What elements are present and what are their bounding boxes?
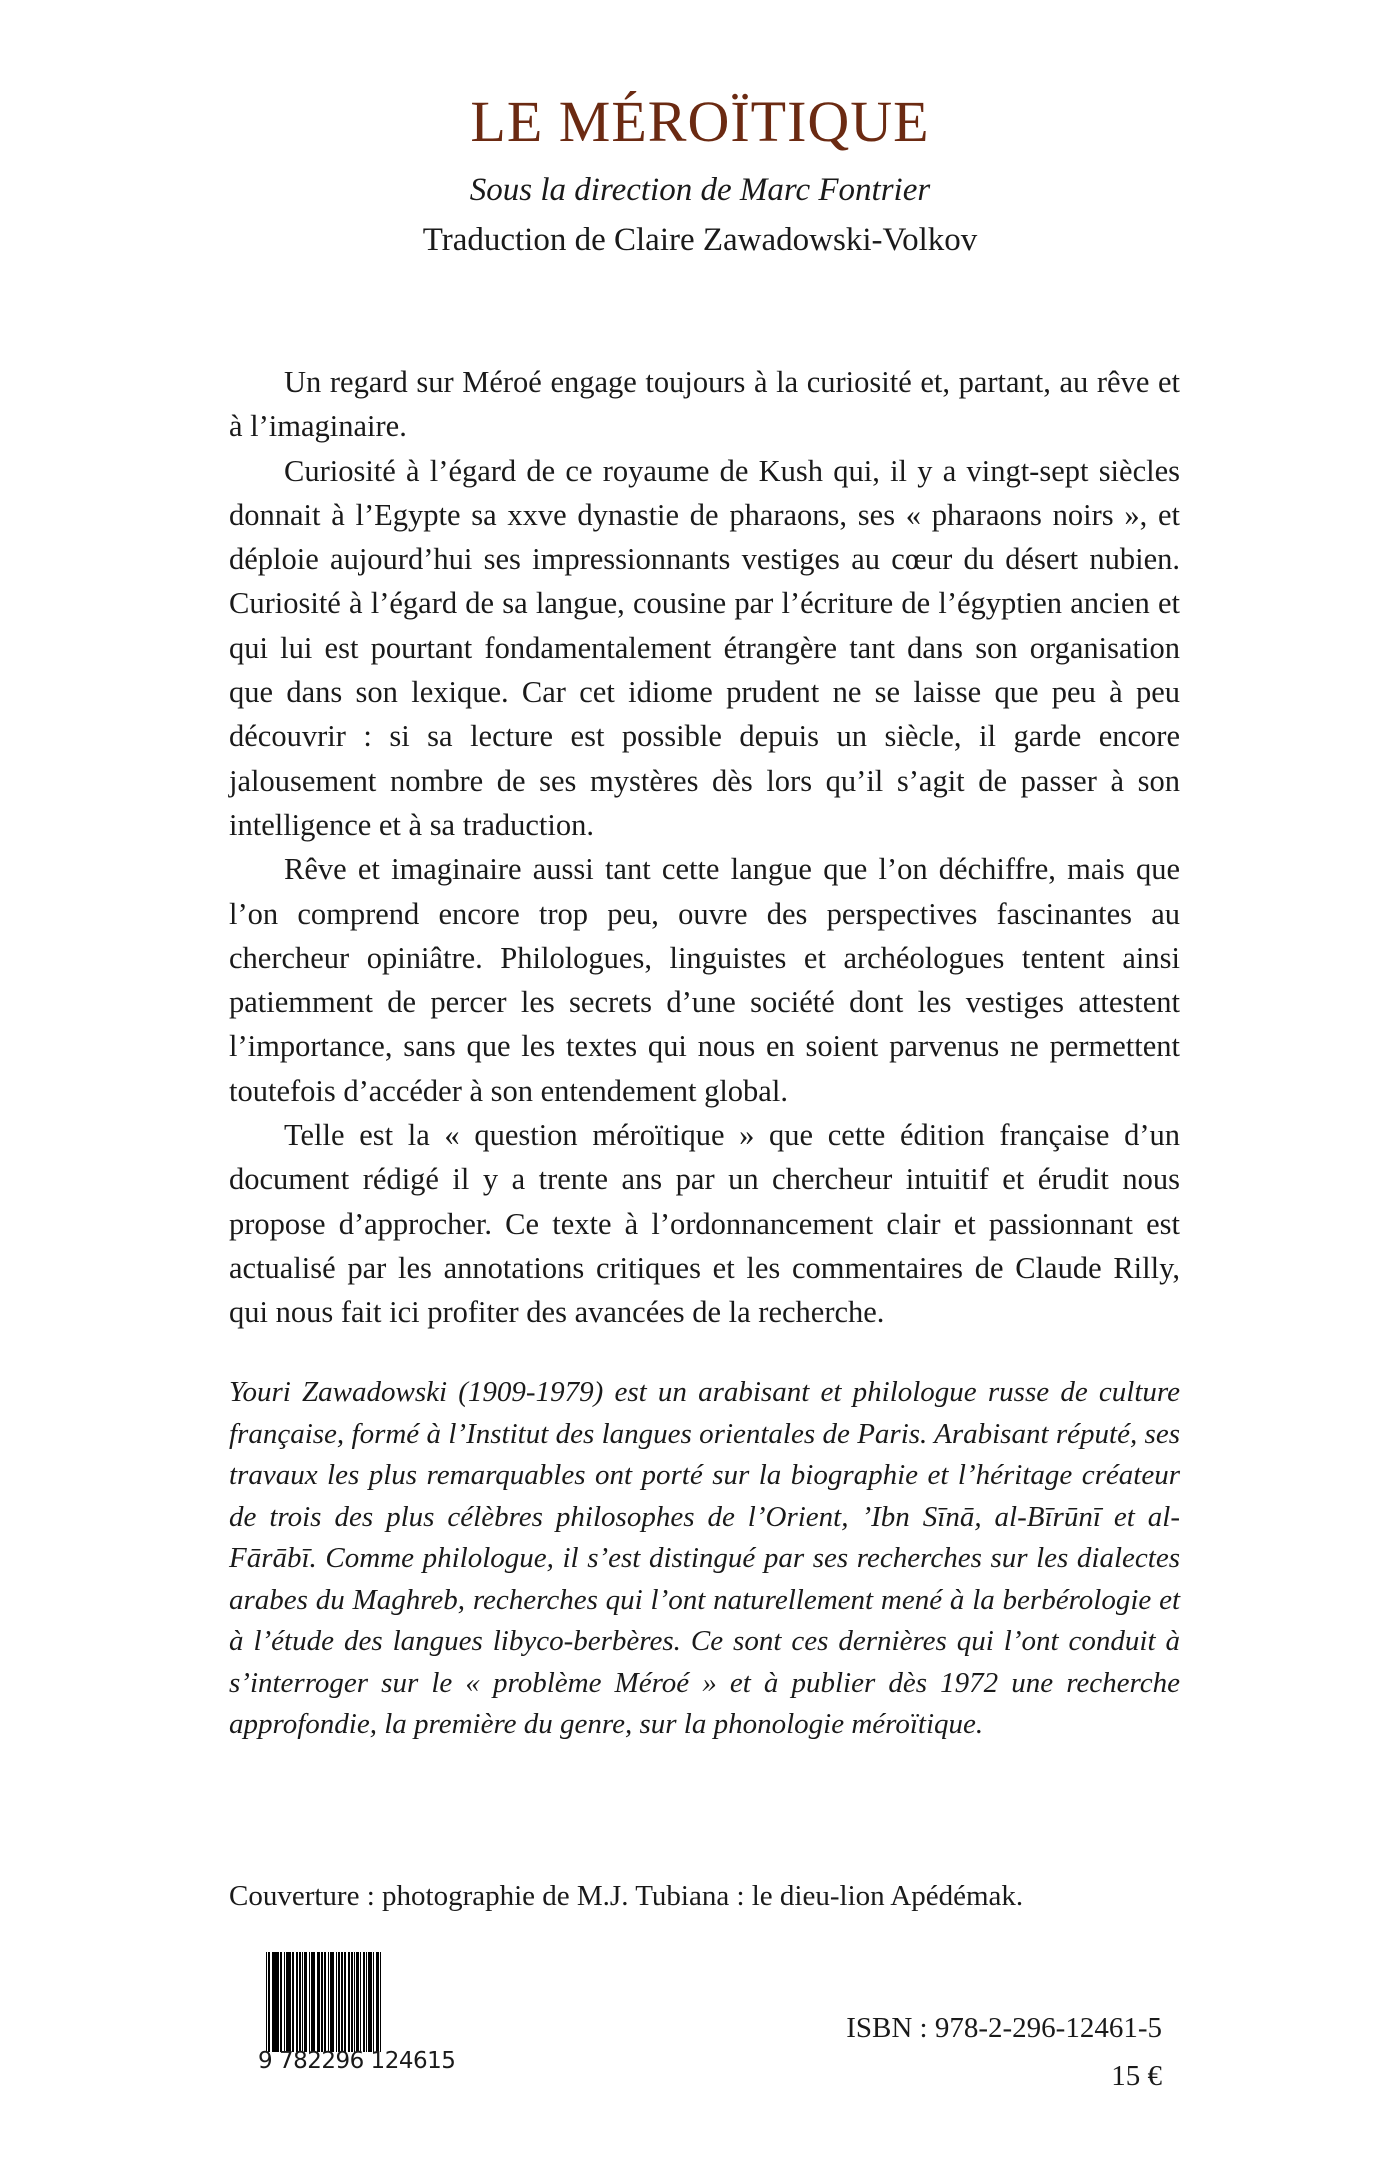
barcode-bar [292, 1952, 293, 2052]
blurb-paragraph: Un regard sur Méroé engage toujours à la curiosité et, partant, au rêve et à l’imaginaire. [229, 365, 1180, 444]
barcode-bar [297, 1952, 298, 2052]
barcode-bar [342, 1952, 343, 2052]
author-bio-text: Youri Zawadowski (1909-1979) est un arabisant et philologue russe de culture française, formé à l’Institut des langues orientales de Paris. Arabisant réputé, ses travaux les plus remarquables ont porté sur la biographie et l’héritage créateur de trois des plus célèbres philosophes de l’Orient, ’Ibn Sīnā, al-Bīrūnī et al-Fārābī. Comme philologue, il s’est distingué par ses recherches sur les dialectes arabes du Maghreb, recherches qui l’ont naturellement mené à la berbérologie et à l’étude des langues libyco-berbères. Ce sont ces dernières qui l’ont conduit à s’interroger sur le « problème Méroé » et à publier dès 1972 une recherche approfondie, la première du genre, sur la phonologie méroïtique. [229, 1376, 1180, 1740]
price: 15 € [1111, 2060, 1162, 2092]
barcode-bar [299, 1952, 300, 2052]
editor-line: Sous la direction de Marc Fontrier [469, 172, 931, 208]
barcode-bar [278, 1952, 279, 2052]
translator-line: Traduction de Claire Zawadowski-Volkov [422, 222, 978, 258]
barcode-bar [366, 1952, 367, 2052]
barcode-bar [370, 1952, 371, 2052]
barcode-bar [313, 1952, 314, 2052]
barcode-bar [360, 1952, 361, 2052]
barcode-bar [302, 1952, 303, 2052]
isbn: ISBN : 978-2-296-12461-5 [846, 2012, 1162, 2044]
barcode-bar [273, 1952, 274, 2052]
barcode-bar [328, 1952, 329, 2052]
cover-credit: Couverture : photographie de M.J. Tubiana : le dieu-lion Apédémak. [229, 1880, 1024, 1912]
barcode-bar [290, 1952, 291, 2052]
barcode-bar [268, 1952, 269, 2052]
barcode-bar [332, 1952, 333, 2052]
barcode-bar [336, 1952, 337, 2052]
blurb-paragraph: Rêve et imaginaire aussi tant cette langue que l’on déchiffre, mais que l’on comprend encore trop peu, ouvre des perspectives fascinantes au chercheur opiniâtre. Philologues, linguistes et archéologues tentent ainsi patiemment de percer les secrets d’une société dont les vestiges attestent l’importance, sans que les textes qui nous en soient parvenus ne permettent toutefois d’accéder à son entendement global. [229, 852, 1180, 1108]
barcode-bar [344, 1952, 345, 2052]
barcode-bar [338, 1952, 339, 2052]
barcode-bar [363, 1952, 364, 2052]
barcode-bar [349, 1952, 350, 2052]
barcode-bar [309, 1952, 310, 2052]
book-title: LE MÉROÏTIQUE [470, 89, 930, 154]
barcode-bar [266, 1952, 267, 2052]
barcode-bar [280, 1952, 281, 2052]
barcode-digits: 9 782296 124615 [258, 2048, 456, 2074]
barcode-bar [311, 1952, 312, 2052]
blurb-paragraph: Telle est la « question méroïtique » que cette édition française d’un document rédigé il y a trente ans par un chercheur intuitif et érudit nous propose d’approcher. Ce texte à l’ordonnancement clair et passionnant est actualisé par les annotations critiques et les commentaires de Claude Rilly, qui nous fait ici profiter des avancées de la recherche. [229, 1118, 1180, 1330]
barcode-bar [373, 1952, 374, 2052]
barcode-bar [351, 1952, 352, 2052]
author-bio [229, 1372, 1180, 1746]
barcode-bar [322, 1952, 323, 2052]
blurb-paragraph: Curiosité à l’égard de ce royaume de Kush qui, il y a vingt-sept siècles donnait à l’Egypte sa xxve dynastie de pharaons, ses « pharaons noirs », et déploie aujourd’hui ses impressionnants vestiges au cœur du désert nubien. Curiosité à l’égard de sa langue, cousine par l’écriture de l’égyptien ancien et qui lui est pourtant fondamentalement étrangère tant dans son organisation que dans son lexique. Car cet idiome prudent ne se laisse que peu à peu découvrir : si sa lecture est possible depuis un siècle, il garde encore jalousement nombre de ses mystères dès lors qu’il s’agit de passer à son intelligence et à sa traduction. [229, 453, 1180, 842]
barcode-bar [380, 1952, 381, 2052]
barcode [258, 1952, 456, 2082]
barcode-bar [305, 1952, 306, 2052]
barcode-bar [357, 1952, 358, 2052]
barcode-bar [324, 1952, 325, 2052]
barcode-bars [266, 1952, 381, 2052]
barcode-bar [284, 1952, 285, 2052]
barcode-bar [377, 1952, 378, 2052]
barcode-bar [354, 1952, 355, 2052]
barcode-bar [318, 1952, 319, 2052]
blurb [229, 360, 1180, 1335]
